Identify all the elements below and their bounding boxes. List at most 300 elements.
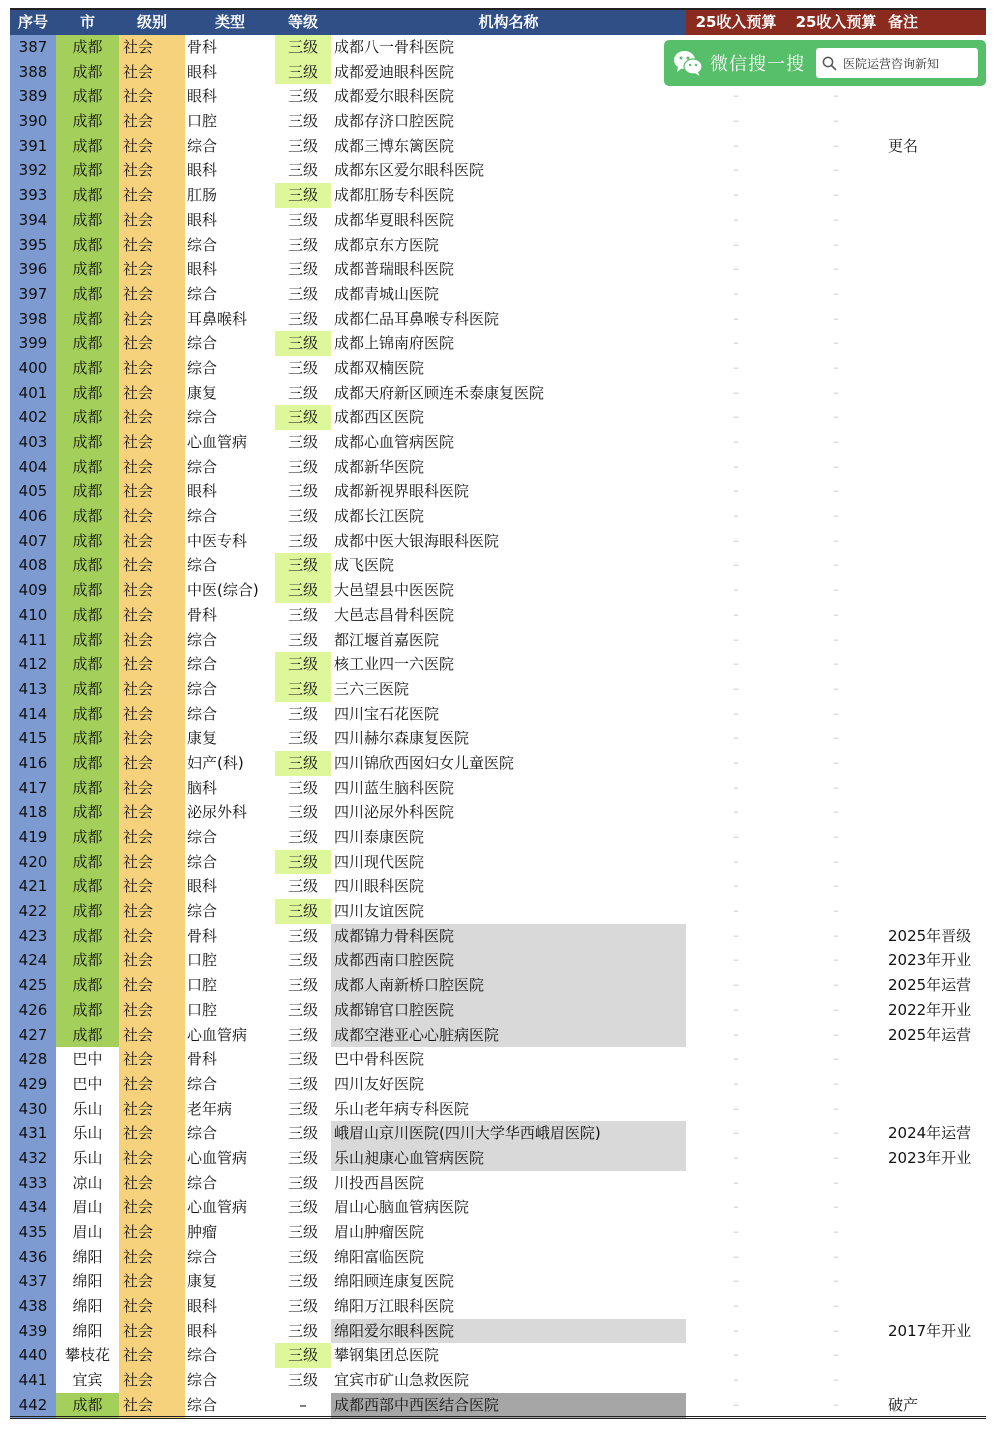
cell-grade[interactable]: 三级	[275, 578, 331, 603]
cell-budget-1[interactable]: –	[733, 879, 739, 893]
cell-level[interactable]: 社会	[119, 60, 185, 85]
cell-note[interactable]	[886, 751, 986, 776]
cell-type[interactable]: 综合	[187, 136, 218, 155]
cell-level[interactable]: 社会	[119, 726, 185, 751]
cell-budget-1[interactable]: –	[733, 509, 739, 523]
cell-budget-2[interactable]: –	[833, 138, 839, 152]
cell-grade[interactable]: 三级	[287, 877, 318, 896]
cell-no[interactable]: 407	[10, 529, 56, 554]
cell-type[interactable]: 口腔	[187, 951, 218, 970]
cell-grade[interactable]: –	[299, 1395, 307, 1414]
cell-budget-1[interactable]: –	[733, 854, 739, 868]
cell-name[interactable]: 成飞医院	[334, 556, 395, 575]
cell-grade[interactable]: 三级	[287, 1223, 318, 1241]
cell-note[interactable]	[886, 257, 986, 282]
cell-note[interactable]	[886, 381, 986, 406]
cell-city[interactable]: 眉山	[72, 1198, 103, 1217]
cell-note[interactable]: 2023年开业	[888, 1148, 972, 1167]
cell-grade[interactable]: 三级	[287, 210, 318, 229]
cell-level[interactable]: 社会	[119, 652, 185, 677]
cell-grade[interactable]: 三级	[287, 136, 318, 155]
cell-level[interactable]: 社会	[119, 628, 185, 653]
cell-city[interactable]: 成都	[56, 874, 119, 899]
cell-city[interactable]: 成都	[56, 825, 119, 850]
cell-grade[interactable]: 三级	[287, 976, 318, 995]
cell-note[interactable]	[886, 578, 986, 603]
header-budget-1[interactable]: 25收入预算	[686, 10, 786, 35]
cell-city[interactable]: 成都	[56, 233, 119, 258]
cell-name[interactable]: 四川友好医院	[334, 1074, 425, 1093]
cell-type[interactable]: 康复	[187, 1272, 218, 1291]
cell-type[interactable]: 综合	[187, 1395, 218, 1414]
cell-budget-1[interactable]: –	[733, 163, 739, 177]
cell-no[interactable]: 409	[10, 578, 56, 603]
cell-budget-2[interactable]: –	[833, 583, 839, 597]
cell-budget-2[interactable]: –	[833, 607, 839, 621]
cell-note[interactable]	[886, 1343, 986, 1368]
cell-budget-1[interactable]: –	[733, 1175, 739, 1189]
cell-budget-2[interactable]: –	[833, 336, 839, 350]
cell-name[interactable]: 成都长江医院	[334, 507, 425, 526]
cell-note[interactable]	[886, 1294, 986, 1319]
cell-level[interactable]: 社会	[119, 479, 185, 504]
cell-level[interactable]: 社会	[119, 331, 185, 356]
cell-name[interactable]: 成都爱尔眼科医院	[334, 87, 455, 106]
cell-budget-1[interactable]: –	[733, 1249, 739, 1263]
cell-level[interactable]: 社会	[119, 1072, 185, 1097]
cell-grade[interactable]: 三级	[287, 630, 318, 649]
cell-type[interactable]: 眼科	[187, 1297, 218, 1316]
cell-type[interactable]: 脑科	[187, 778, 218, 797]
cell-name[interactable]: 都江堰首嘉医院	[334, 630, 440, 649]
cell-budget-1[interactable]: –	[733, 731, 739, 745]
cell-level[interactable]: 社会	[119, 1368, 185, 1393]
cell-level[interactable]: 社会	[119, 381, 185, 406]
cell-city[interactable]: 成都	[56, 578, 119, 603]
cell-note[interactable]	[886, 776, 986, 801]
cell-city[interactable]: 巴中	[72, 1074, 103, 1093]
cell-budget-2[interactable]: –	[833, 163, 839, 177]
cell-budget-1[interactable]: –	[733, 1373, 739, 1387]
cell-note[interactable]: 2023年开业	[888, 951, 972, 970]
cell-name[interactable]: 成都天府新区顾连禾泰康复医院	[334, 383, 545, 402]
cell-name[interactable]: 大邑志昌骨科医院	[334, 605, 455, 624]
cell-budget-2[interactable]: –	[833, 1150, 839, 1164]
cell-budget-2[interactable]: –	[833, 385, 839, 399]
cell-name[interactable]: 成都人南新桥口腔医院	[331, 973, 686, 998]
cell-no[interactable]: 435	[10, 1220, 56, 1245]
cell-note[interactable]	[886, 850, 986, 875]
cell-city[interactable]: 成都	[56, 257, 119, 282]
cell-note[interactable]	[886, 282, 986, 307]
cell-no[interactable]: 396	[10, 257, 56, 282]
cell-level[interactable]: 社会	[119, 183, 185, 208]
cell-grade[interactable]: 三级	[287, 358, 318, 377]
cell-grade[interactable]: 三级	[287, 1247, 318, 1266]
cell-budget-1[interactable]: –	[733, 286, 739, 300]
cell-name[interactable]: 绵阳富临医院	[334, 1247, 425, 1266]
cell-city[interactable]: 巴中	[72, 1050, 103, 1069]
cell-budget-2[interactable]: –	[833, 262, 839, 276]
cell-name[interactable]: 成都锦力骨科医院	[331, 924, 686, 949]
cell-type[interactable]: 综合	[187, 704, 218, 723]
cell-grade[interactable]: 三级	[287, 531, 318, 550]
cell-level[interactable]: 社会	[119, 84, 185, 109]
header-budget-2[interactable]: 25收入预算	[786, 10, 886, 35]
cell-grade[interactable]: 三级	[275, 553, 331, 578]
cell-budget-1[interactable]: –	[733, 1150, 739, 1164]
cell-budget-1[interactable]: –	[733, 89, 739, 103]
cell-budget-2[interactable]: –	[833, 632, 839, 646]
cell-type[interactable]: 眼科	[187, 260, 218, 279]
cell-note[interactable]	[886, 652, 986, 677]
cell-name[interactable]: 乐山昶康心血管病医院	[331, 1146, 686, 1171]
cell-name[interactable]: 巴中骨科医院	[334, 1050, 425, 1069]
cell-no[interactable]: 434	[10, 1195, 56, 1220]
cell-note[interactable]	[886, 800, 986, 825]
cell-no[interactable]: 424	[10, 948, 56, 973]
cell-level[interactable]: 社会	[119, 430, 185, 455]
cell-city[interactable]: 成都	[56, 1393, 119, 1418]
cell-name[interactable]: 宜宾市矿山急救医院	[334, 1371, 470, 1390]
cell-budget-2[interactable]: –	[833, 978, 839, 992]
cell-type[interactable]: 口腔	[187, 1000, 218, 1019]
cell-name[interactable]: 峨眉山京川医院(四川大学华西峨眉医院)	[331, 1121, 686, 1146]
cell-city[interactable]: 成都	[56, 652, 119, 677]
cell-no[interactable]: 401	[10, 381, 56, 406]
cell-name[interactable]: 成都三博东篱医院	[334, 136, 455, 155]
cell-budget-2[interactable]: –	[833, 731, 839, 745]
cell-budget-1[interactable]: –	[733, 755, 739, 769]
cell-no[interactable]: 440	[10, 1343, 56, 1368]
cell-city[interactable]: 成都	[56, 208, 119, 233]
cell-note[interactable]	[886, 208, 986, 233]
cell-budget-1[interactable]: –	[733, 1299, 739, 1313]
cell-city[interactable]: 绵阳	[72, 1272, 103, 1291]
cell-note[interactable]	[886, 1072, 986, 1097]
cell-city[interactable]: 凉山	[72, 1173, 103, 1192]
cell-name[interactable]: 成都心血管病医院	[334, 433, 455, 451]
cell-note[interactable]	[886, 356, 986, 381]
cell-grade[interactable]: 三级	[287, 1272, 318, 1291]
cell-name[interactable]: 成都华夏眼科医院	[334, 210, 455, 229]
cell-name[interactable]: 四川宝石花医院	[334, 704, 440, 723]
cell-budget-1[interactable]: –	[733, 607, 739, 621]
cell-name[interactable]: 成都西区医院	[334, 408, 425, 427]
cell-level[interactable]: 社会	[119, 455, 185, 480]
cell-budget-1[interactable]: –	[733, 533, 739, 547]
wechat-search-banner[interactable]	[664, 40, 986, 86]
cell-no[interactable]: 395	[10, 233, 56, 258]
cell-budget-2[interactable]: –	[833, 854, 839, 868]
cell-type[interactable]: 综合	[187, 358, 218, 377]
cell-name[interactable]: 绵阳万江眼科医院	[334, 1297, 455, 1316]
cell-level[interactable]: 社会	[119, 405, 185, 430]
cell-type[interactable]: 综合	[187, 679, 218, 698]
cell-no[interactable]: 415	[10, 726, 56, 751]
cell-level[interactable]: 社会	[119, 257, 185, 282]
cell-no[interactable]: 404	[10, 455, 56, 480]
cell-budget-2[interactable]: –	[833, 953, 839, 967]
cell-budget-2[interactable]: –	[833, 1397, 839, 1411]
cell-type[interactable]: 骨科	[187, 926, 218, 945]
cell-city[interactable]: 成都	[56, 899, 119, 924]
cell-no[interactable]: 410	[10, 603, 56, 628]
cell-type[interactable]: 口腔	[187, 976, 218, 995]
cell-level[interactable]: 社会	[119, 504, 185, 529]
cell-budget-1[interactable]: –	[733, 262, 739, 276]
cell-city[interactable]: 成都	[56, 553, 119, 578]
cell-no[interactable]: 430	[10, 1097, 56, 1122]
cell-no[interactable]: 387	[10, 35, 56, 60]
cell-budget-1[interactable]: –	[733, 632, 739, 646]
cell-type[interactable]: 眼科	[187, 482, 218, 501]
cell-budget-2[interactable]: –	[833, 1175, 839, 1189]
cell-grade[interactable]: 三级	[287, 803, 318, 822]
cell-no[interactable]: 419	[10, 825, 56, 850]
cell-city[interactable]: 攀枝花	[64, 1346, 110, 1365]
cell-note[interactable]	[886, 430, 986, 455]
cell-no[interactable]: 421	[10, 874, 56, 899]
cell-note[interactable]: 破产	[888, 1395, 919, 1414]
cell-budget-2[interactable]: –	[833, 360, 839, 374]
cell-note[interactable]: 更名	[888, 136, 919, 155]
cell-type[interactable]: 骨科	[187, 1050, 218, 1069]
header-grade[interactable]: 等级	[275, 10, 331, 35]
cell-level[interactable]: 社会	[119, 1220, 185, 1245]
cell-budget-1[interactable]: –	[733, 435, 739, 448]
cell-no[interactable]: 398	[10, 307, 56, 332]
cell-type[interactable]: 心血管病	[187, 1025, 248, 1044]
cell-no[interactable]: 441	[10, 1368, 56, 1393]
cell-name[interactable]: 成都西部中西医结合医院	[331, 1393, 686, 1418]
cell-city[interactable]: 眉山	[72, 1223, 103, 1241]
cell-name[interactable]: 成都存济口腔医院	[334, 112, 455, 131]
cell-budget-1[interactable]: –	[733, 459, 739, 473]
cell-city[interactable]: 成都	[56, 529, 119, 554]
cell-level[interactable]: 社会	[119, 35, 185, 60]
cell-city[interactable]: 成都	[56, 677, 119, 702]
cell-grade[interactable]: 三级	[287, 1371, 318, 1390]
cell-note[interactable]: 2022年开业	[888, 1000, 972, 1019]
cell-level[interactable]: 社会	[119, 1023, 185, 1048]
cell-name[interactable]: 成都普瑞眼科医院	[334, 260, 455, 279]
cell-city[interactable]: 绵阳	[72, 1321, 103, 1340]
cell-budget-1[interactable]: –	[733, 1052, 739, 1066]
cell-note[interactable]	[886, 405, 986, 430]
cell-no[interactable]: 442	[10, 1393, 56, 1418]
cell-note[interactable]	[886, 1368, 986, 1393]
cell-level[interactable]: 社会	[119, 1146, 185, 1171]
header-city[interactable]: 市	[56, 10, 119, 35]
cell-budget-1[interactable]: –	[733, 953, 739, 967]
cell-no[interactable]: 391	[10, 134, 56, 159]
cell-level[interactable]: 社会	[119, 1343, 185, 1368]
cell-budget-2[interactable]: –	[833, 1027, 839, 1041]
cell-name[interactable]: 成都京东方医院	[334, 235, 440, 254]
cell-name[interactable]: 四川锦欣西囡妇女儿童医院	[334, 753, 515, 772]
cell-level[interactable]: 社会	[119, 134, 185, 159]
cell-note[interactable]	[886, 899, 986, 924]
cell-city[interactable]: 成都	[56, 84, 119, 109]
cell-name[interactable]: 成都中医大银海眼科医院	[334, 531, 500, 550]
cell-type[interactable]: 老年病	[187, 1099, 233, 1118]
cell-type[interactable]: 康复	[187, 729, 218, 748]
cell-grade[interactable]: 三级	[287, 383, 318, 402]
cell-note[interactable]	[886, 233, 986, 258]
cell-level[interactable]: 社会	[119, 1245, 185, 1270]
cell-budget-2[interactable]: –	[833, 904, 839, 918]
cell-note[interactable]	[886, 603, 986, 628]
header-no[interactable]: 序号	[10, 10, 56, 35]
cell-budget-2[interactable]: –	[833, 830, 839, 843]
cell-no[interactable]: 426	[10, 998, 56, 1023]
cell-note[interactable]	[886, 529, 986, 554]
cell-no[interactable]: 412	[10, 652, 56, 677]
cell-name[interactable]: 成都新视界眼科医院	[334, 482, 470, 501]
cell-type[interactable]: 心血管病	[187, 1198, 248, 1217]
cell-type[interactable]: 眼科	[187, 210, 218, 229]
cell-grade[interactable]: 三级	[287, 951, 318, 970]
cell-type[interactable]: 心血管病	[187, 1148, 248, 1167]
cell-budget-2[interactable]: –	[833, 484, 839, 498]
cell-type[interactable]: 口腔	[187, 112, 218, 131]
cell-no[interactable]: 427	[10, 1023, 56, 1048]
cell-level[interactable]: 社会	[119, 356, 185, 381]
cell-no[interactable]: 393	[10, 183, 56, 208]
cell-name[interactable]: 成都爱迪眼科医院	[334, 62, 455, 81]
cell-grade[interactable]: 三级	[275, 183, 331, 208]
cell-no[interactable]: 425	[10, 973, 56, 998]
cell-level[interactable]: 社会	[119, 1319, 185, 1344]
cell-grade[interactable]: 三级	[287, 1000, 318, 1019]
cell-type[interactable]: 综合	[187, 1074, 218, 1093]
cell-grade[interactable]: 三级	[287, 87, 318, 106]
cell-grade[interactable]: 三级	[287, 433, 318, 451]
cell-grade[interactable]: 三级	[275, 899, 331, 924]
cell-type[interactable]: 综合	[187, 1173, 218, 1192]
cell-type[interactable]: 综合	[187, 902, 218, 921]
cell-name[interactable]: 绵阳顾连康复医院	[334, 1272, 455, 1291]
cell-grade[interactable]: 三级	[287, 284, 318, 303]
cell-note[interactable]: 2025年运营	[888, 1025, 972, 1044]
cell-city[interactable]: 宜宾	[72, 1371, 103, 1390]
cell-grade[interactable]: 三级	[275, 405, 331, 430]
cell-city[interactable]: 成都	[56, 158, 119, 183]
cell-budget-2[interactable]: –	[833, 459, 839, 473]
cell-note[interactable]	[886, 702, 986, 727]
cell-city[interactable]: 成都	[56, 850, 119, 875]
cell-budget-2[interactable]: –	[833, 1373, 839, 1387]
cell-budget-1[interactable]: –	[733, 237, 739, 251]
cell-no[interactable]: 432	[10, 1146, 56, 1171]
cell-budget-2[interactable]: –	[833, 1274, 839, 1288]
cell-grade[interactable]: 三级	[275, 35, 331, 60]
cell-budget-2[interactable]: –	[833, 212, 839, 226]
cell-budget-2[interactable]: –	[833, 928, 839, 942]
cell-level[interactable]: 社会	[119, 603, 185, 628]
cell-no[interactable]: 411	[10, 628, 56, 653]
header-level[interactable]: 级别	[119, 10, 185, 35]
cell-budget-1[interactable]: –	[733, 360, 739, 374]
cell-name[interactable]: 四川泰康医院	[334, 828, 425, 846]
cell-grade[interactable]: 三级	[275, 751, 331, 776]
cell-budget-2[interactable]: –	[833, 1323, 839, 1337]
cell-type[interactable]: 泌尿外科	[187, 803, 248, 822]
cell-level[interactable]: 社会	[119, 973, 185, 998]
cell-city[interactable]: 成都	[56, 504, 119, 529]
cell-no[interactable]: 439	[10, 1319, 56, 1344]
cell-type[interactable]: 康复	[187, 383, 218, 402]
cell-grade[interactable]: 三级	[287, 1297, 318, 1316]
cell-grade[interactable]: 三级	[287, 457, 318, 476]
cell-type[interactable]: 综合	[187, 408, 218, 427]
cell-budget-1[interactable]: –	[733, 805, 739, 819]
cell-name[interactable]: 四川泌尿外科医院	[334, 803, 455, 822]
cell-budget-2[interactable]: –	[833, 311, 839, 325]
cell-name[interactable]: 四川赫尔森康复医院	[334, 729, 470, 748]
cell-type[interactable]: 综合	[187, 1247, 218, 1266]
cell-city[interactable]: 成都	[56, 1023, 119, 1048]
cell-city[interactable]: 成都	[56, 726, 119, 751]
cell-city[interactable]: 成都	[56, 800, 119, 825]
cell-budget-2[interactable]: –	[833, 780, 839, 794]
cell-grade[interactable]: 三级	[275, 652, 331, 677]
cell-no[interactable]: 437	[10, 1269, 56, 1294]
cell-note[interactable]	[886, 628, 986, 653]
cell-note[interactable]: 2017年开业	[888, 1321, 972, 1340]
cell-type[interactable]: 综合	[187, 1124, 218, 1143]
cell-budget-1[interactable]: –	[733, 1126, 739, 1140]
cell-grade[interactable]: 三级	[287, 482, 318, 501]
cell-city[interactable]: 成都	[56, 603, 119, 628]
cell-type[interactable]: 综合	[187, 556, 218, 575]
cell-budget-1[interactable]: –	[733, 1225, 739, 1238]
cell-no[interactable]: 392	[10, 158, 56, 183]
cell-grade[interactable]: 三级	[287, 507, 318, 526]
cell-level[interactable]: 社会	[119, 578, 185, 603]
cell-name[interactable]: 成都青城山医院	[334, 284, 440, 303]
cell-level[interactable]: 社会	[119, 553, 185, 578]
cell-city[interactable]: 成都	[56, 924, 119, 949]
cell-grade[interactable]: 三级	[287, 260, 318, 279]
cell-note[interactable]	[886, 183, 986, 208]
cell-grade[interactable]: 三级	[287, 704, 318, 723]
cell-budget-1[interactable]: –	[733, 681, 739, 695]
cell-city[interactable]: 成都	[56, 702, 119, 727]
cell-no[interactable]: 416	[10, 751, 56, 776]
cell-no[interactable]: 405	[10, 479, 56, 504]
cell-grade[interactable]: 三级	[287, 729, 318, 748]
cell-no[interactable]: 429	[10, 1072, 56, 1097]
cell-grade[interactable]: 三级	[287, 828, 318, 846]
cell-budget-1[interactable]: –	[733, 558, 739, 572]
cell-no[interactable]: 389	[10, 84, 56, 109]
cell-city[interactable]: 绵阳	[72, 1247, 103, 1266]
cell-budget-2[interactable]: –	[833, 1249, 839, 1263]
cell-budget-2[interactable]: –	[833, 681, 839, 695]
cell-note[interactable]	[886, 553, 986, 578]
cell-budget-1[interactable]: –	[733, 1274, 739, 1288]
cell-level[interactable]: 社会	[119, 208, 185, 233]
cell-note[interactable]	[886, 874, 986, 899]
cell-type[interactable]: 肿瘤	[187, 1223, 218, 1241]
cell-city[interactable]: 成都	[56, 35, 119, 60]
cell-no[interactable]: 406	[10, 504, 56, 529]
cell-type[interactable]: 心血管病	[187, 433, 248, 451]
cell-note[interactable]	[886, 825, 986, 850]
cell-no[interactable]: 394	[10, 208, 56, 233]
